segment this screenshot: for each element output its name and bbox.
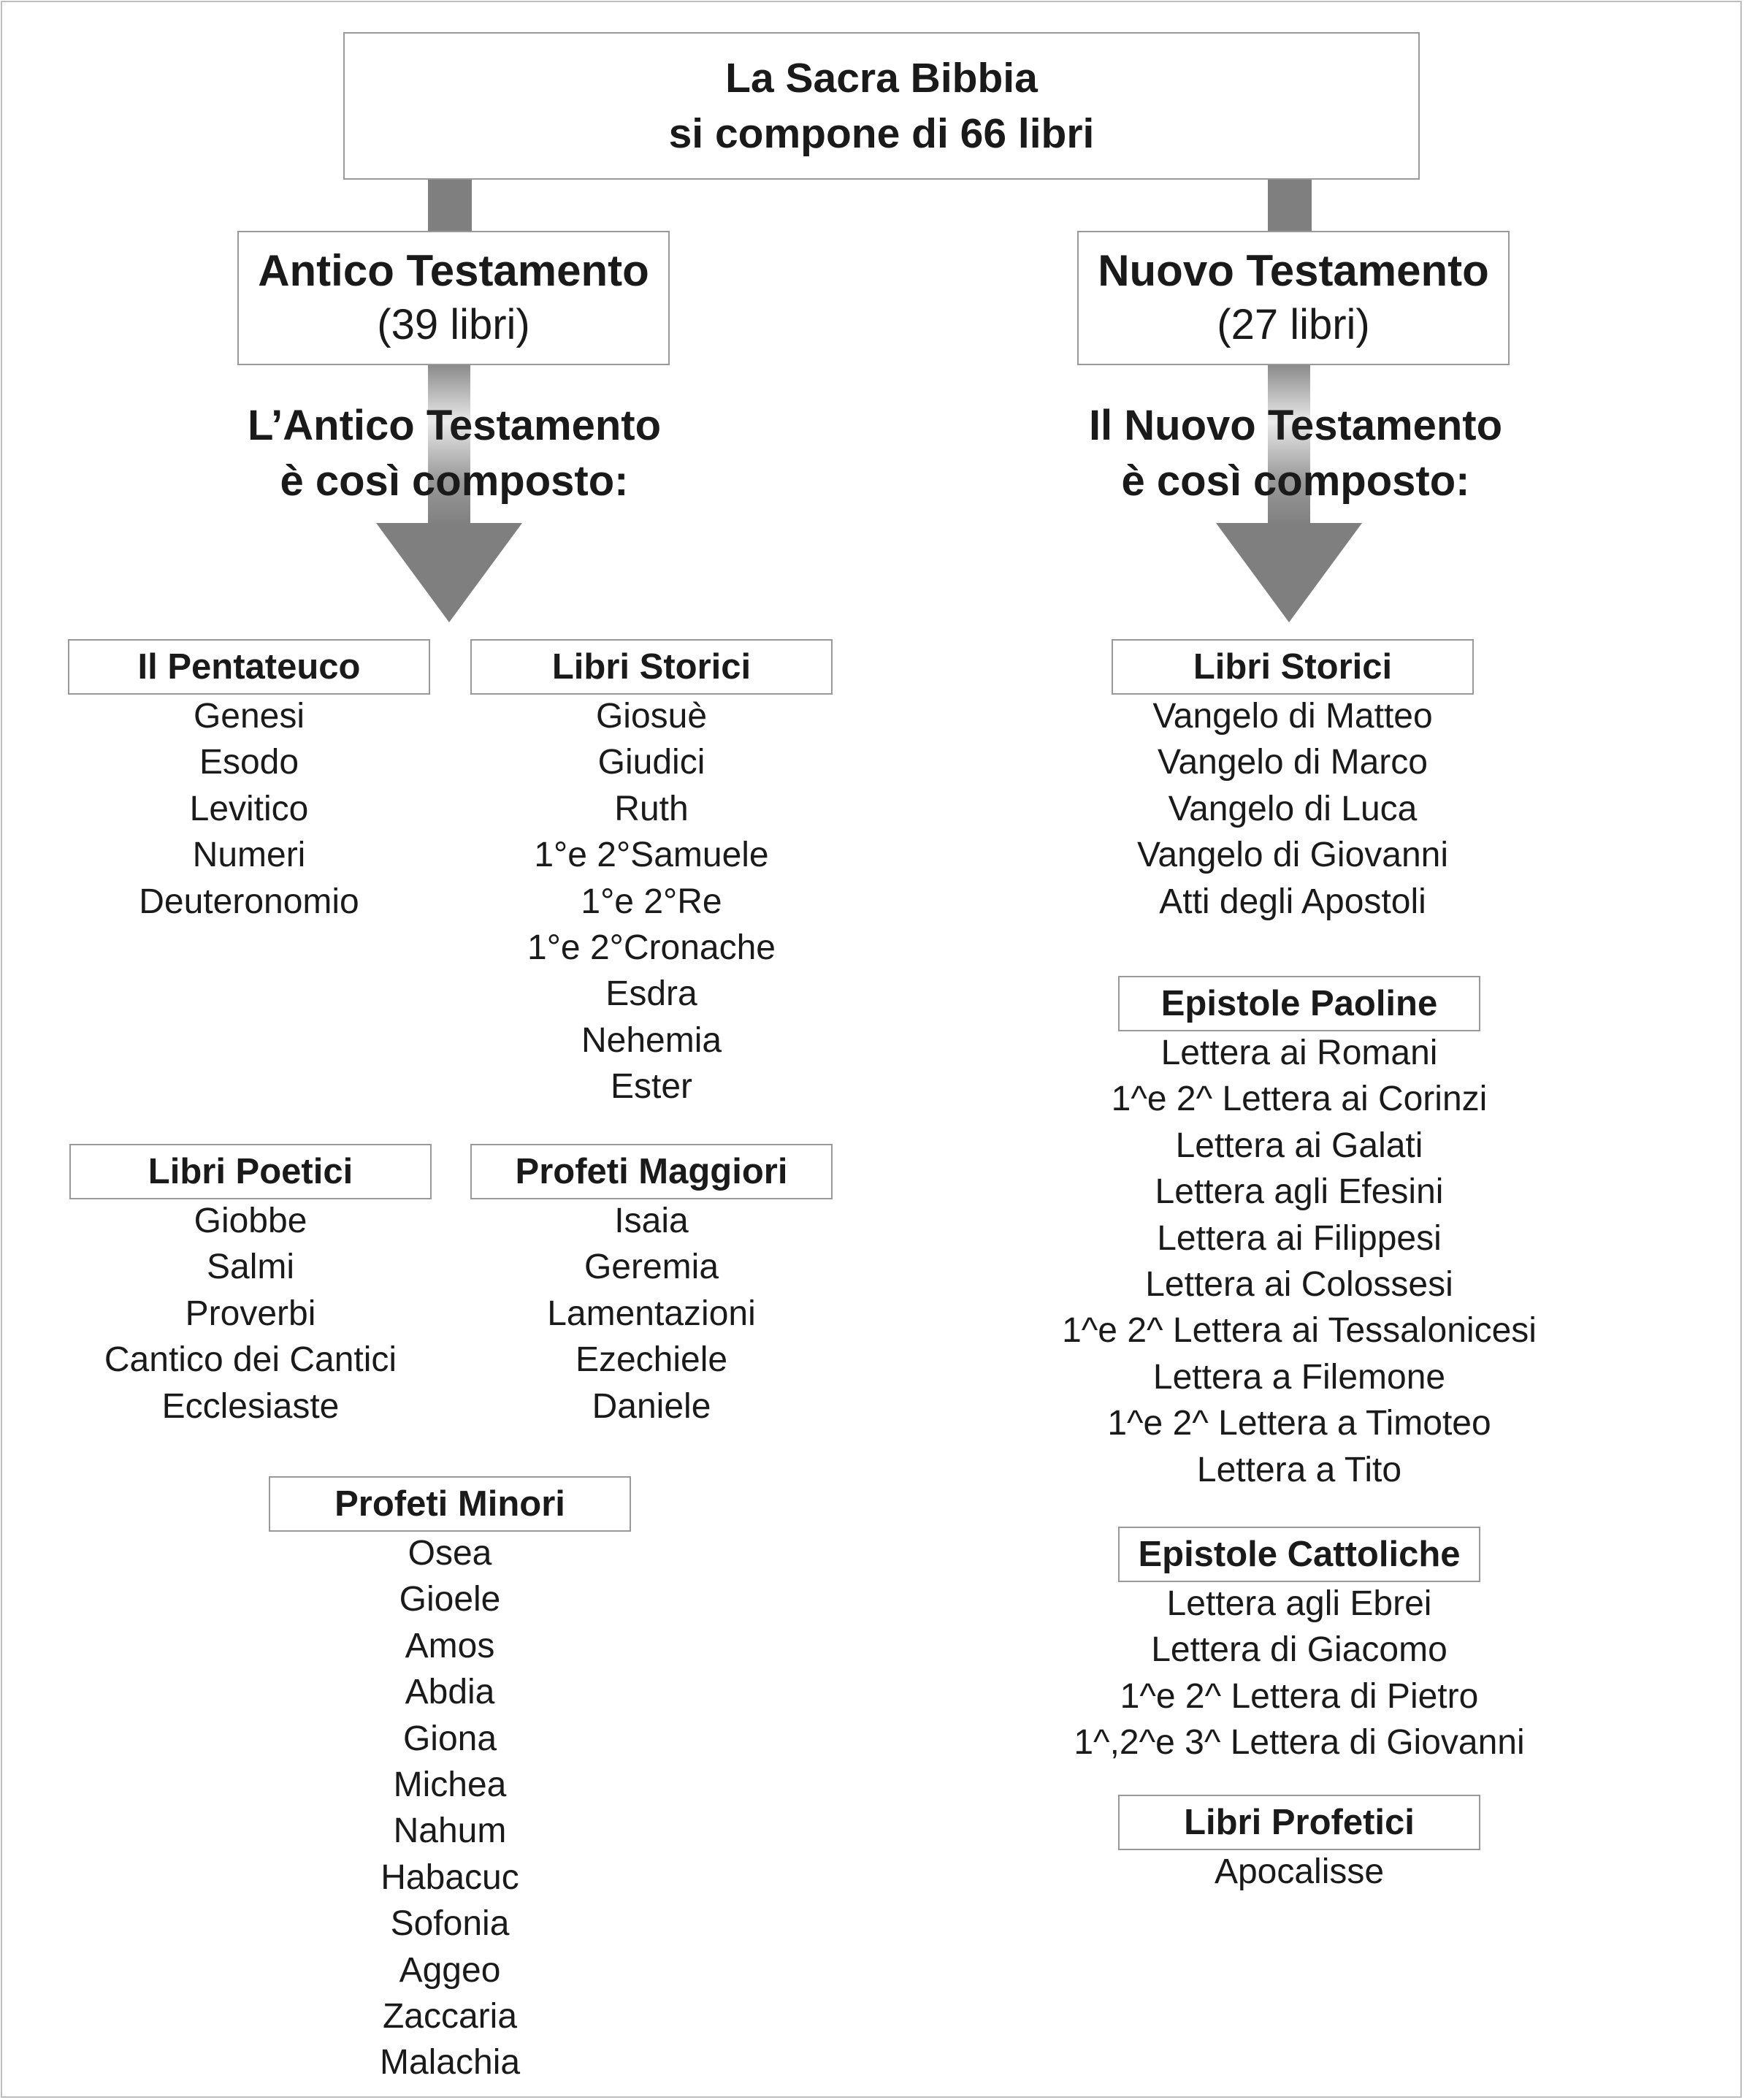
book-list-libri-poetici	[69, 1198, 432, 1429]
list-item: Ruth	[614, 789, 689, 828]
category-pentateuco: Il Pentateuco	[68, 639, 430, 695]
list-item: Nahum	[393, 1811, 507, 1851]
new-subtitle-line2: è così composto:	[1121, 457, 1470, 505]
new-testament-name: Nuovo Testamento	[1098, 246, 1489, 295]
list-item: Osea	[408, 1534, 492, 1573]
old-testament-subtitle	[162, 398, 746, 509]
category-libri-profetici: Libri Profetici	[1118, 1795, 1480, 1850]
book-list-libri-storici-at	[470, 693, 833, 1110]
list-item: Levitico	[189, 789, 309, 828]
list-item: 1^e 2^ Lettera ai Corinzi	[1111, 1080, 1488, 1119]
category-libri-storici-nt: Libri Storici	[1112, 639, 1474, 695]
list-item: Genesi	[193, 697, 305, 736]
list-item: Giobbe	[194, 1202, 307, 1240]
list-item: Esodo	[199, 743, 299, 782]
list-item: Ester	[610, 1067, 693, 1107]
old-testament-name: Antico Testamento	[258, 246, 649, 295]
list-item: Vangelo di Luca	[1168, 789, 1418, 828]
list-item: Deuteronomio	[139, 882, 359, 921]
new-testament-subtitle	[1003, 398, 1588, 509]
list-item: 1^,2^e 3^ Lettera di Giovanni	[1074, 1723, 1525, 1763]
list-item: Daniele	[592, 1386, 711, 1426]
list-item: Apocalisse	[1214, 1852, 1385, 1891]
list-item: Lettera ai Filippesi	[1157, 1218, 1442, 1258]
list-item: Gioele	[399, 1580, 501, 1619]
list-item: Michea	[393, 1765, 507, 1805]
list-item: Atti degli Apostoli	[1159, 882, 1426, 921]
list-item: Giosuè	[595, 697, 708, 736]
list-item: 1°e 2°Samuele	[534, 836, 769, 875]
list-item: Isaia	[614, 1202, 689, 1240]
list-item: Vangelo di Matteo	[1152, 697, 1433, 736]
list-item: Lettera a Tito	[1196, 1450, 1402, 1489]
bible-title: La Sacra Bibbia	[725, 55, 1038, 102]
list-item: Vangelo di Giovanni	[1136, 836, 1449, 875]
list-item: Cantico dei Cantici	[104, 1340, 397, 1380]
old-subtitle-line2: è così composto:	[280, 457, 629, 505]
category-libri-storici-at: Libri Storici	[470, 639, 833, 695]
list-item: 1^e 2^ Lettera a Timoteo	[1107, 1404, 1491, 1443]
list-item: Habacuc	[380, 1857, 519, 1897]
category-profeti-minori: Profeti Minori	[269, 1476, 631, 1532]
list-item: Lettera agli Ebrei	[1166, 1584, 1432, 1623]
list-item: Lettera ai Romani	[1160, 1034, 1438, 1072]
new-testament-box	[1077, 231, 1510, 365]
list-item: Sofonia	[390, 1904, 510, 1944]
list-item: Lettera di Giacomo	[1151, 1630, 1447, 1670]
list-item: Ecclesiaste	[161, 1386, 340, 1426]
list-item: Giudici	[597, 743, 705, 782]
book-list-profeti-maggiori	[470, 1198, 833, 1429]
list-item: Numeri	[192, 836, 306, 875]
old-subtitle-line1: L’Antico Testamento	[247, 402, 662, 449]
category-libri-poetici: Libri Poetici	[69, 1144, 432, 1199]
list-item: Nehemia	[581, 1020, 722, 1060]
list-item: Ezechiele	[575, 1340, 728, 1380]
list-item: Lamentazioni	[547, 1294, 756, 1333]
list-item: Esdra	[605, 974, 697, 1014]
connector-new	[1268, 178, 1312, 232]
bible-subtitle: si compone di 66 libri	[668, 110, 1095, 157]
new-subtitle-line1: Il Nuovo Testamento	[1088, 402, 1503, 449]
list-item: Salmi	[206, 1248, 295, 1287]
list-item: Aggeo	[399, 1950, 501, 1990]
list-item: 1^e 2^ Lettera di Pietro	[1120, 1676, 1479, 1716]
list-item: Zaccaria	[382, 1997, 518, 2036]
list-item: Geremia	[584, 1248, 719, 1287]
list-item: Lettera ai Colossesi	[1145, 1265, 1453, 1305]
book-list-profeti-minori	[269, 1530, 631, 2086]
category-epistole-paoline: Epistole Paoline	[1118, 976, 1480, 1031]
connector-old	[428, 178, 472, 232]
category-epistole-cattoliche: Epistole Cattoliche	[1118, 1527, 1480, 1582]
list-item: Vangelo di Marco	[1158, 743, 1428, 782]
list-item: Malachia	[379, 2043, 521, 2082]
list-item: Proverbi	[185, 1294, 316, 1333]
book-list-epistole-cattoliche	[1007, 1581, 1591, 1766]
old-testament-box	[237, 231, 670, 365]
book-list-pentateuco	[68, 693, 430, 925]
book-list-libri-storici-nt	[1039, 693, 1547, 925]
list-item: Amos	[405, 1626, 495, 1665]
category-profeti-maggiori: Profeti Maggiori	[470, 1144, 833, 1199]
list-item: Giona	[402, 1719, 497, 1758]
book-list-libri-profetici	[1007, 1849, 1591, 1895]
list-item: 1°e 2°Cronache	[527, 928, 776, 968]
list-item: 1°e 2°Re	[581, 882, 722, 921]
list-item: Abdia	[405, 1673, 495, 1712]
list-item: Lettera a Filemone	[1152, 1357, 1446, 1397]
list-item: Lettera agli Efesini	[1155, 1172, 1444, 1212]
list-item: 1^e 2^ Lettera ai Tessalonicesi	[1062, 1311, 1537, 1351]
list-item: Lettera ai Galati	[1175, 1126, 1423, 1165]
bible-title-box	[343, 32, 1420, 180]
new-testament-count: (27 libri)	[1217, 301, 1370, 348]
old-testament-count: (39 libri)	[377, 301, 530, 348]
book-list-epistole-paoline	[1007, 1030, 1591, 1493]
